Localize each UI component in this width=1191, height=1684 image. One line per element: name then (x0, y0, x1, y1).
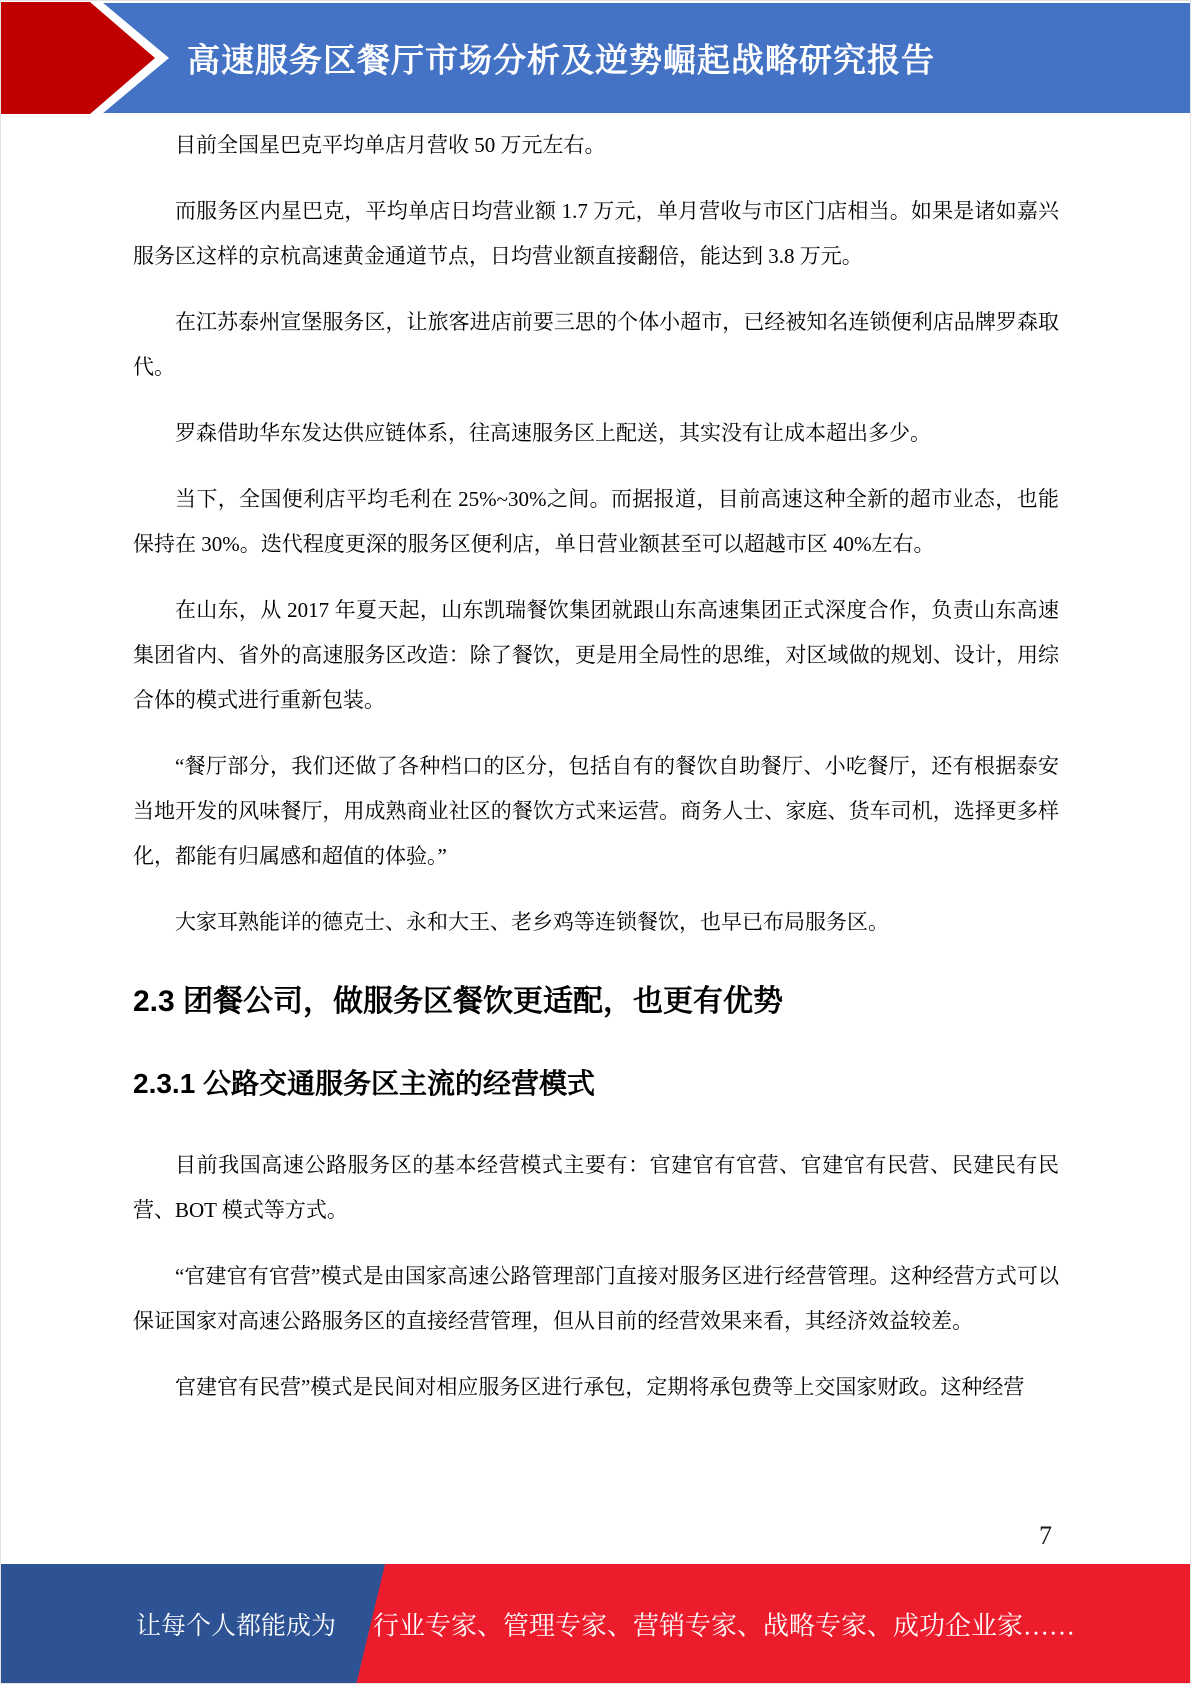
paragraph-starbucks-national: 目前全国星巴克平均单店月营收 50 万元左右。 (175, 133, 606, 157)
header-banner (1, 3, 1190, 113)
paragraph-restaurant-quote: “餐厅部分，我们还做了各种档口的区分，包括自有的餐饮自助餐厅、小吃餐厅，还有根据泰安当地开发的风味餐厅，用成熟商业社区的餐饮方式来运营。商务人士、家庭、货车司机，选择更多样化，都能有归属感和超值的体验。” (133, 754, 1059, 868)
subsection-heading-2-3-1: 2.3.1 公路交通服务区主流的经营模式 (133, 1068, 596, 1099)
paragraph-lawson-taizhou: 在江苏泰州宣堡服务区，让旅客进店前要三思的个体小超市，已经被知名连锁便利店品牌罗森取代。 (133, 310, 1059, 379)
footer-slogan-right: 行业专家、管理专家、营销专家、战略专家、成功企业家…… (373, 1611, 1076, 1640)
section-heading-2-3: 2.3 团餐公司，做服务区餐饮更适配，也更有优势 (133, 985, 784, 1018)
paragraph-operation-modes: 目前我国高速公路服务区的基本经营模式主要有：官建官有官营、官建官有民营、民建民有民营、BOT 模式等方式。 (133, 1153, 1059, 1222)
paragraph-gov-build-gov-operate: “官建官有官营”模式是由国家高速公路管理部门直接对服务区进行经营管理。这种经营方式可以保证国家对高速公路服务区的直接经营管理，但从目前的经营效果来看，其经济效益较差。 (133, 1264, 1059, 1333)
paragraph-shandong-kairui: 在山东，从 2017 年夏天起，山东凯瑞餐饮集团就跟山东高速集团正式深度合作，负责山东高速集团省内、省外的高速服务区改造：除了餐饮，更是用全局性的思维，对区域做的规划、设计，用综合体的模式进行重新包装。 (133, 598, 1059, 712)
paragraph-gov-build-private-operate: 官建官有民营”模式是民间对相应服务区进行承包，定期将承包费等上交国家财政。这种经营 (175, 1375, 1025, 1399)
paragraph-chain-restaurants: 大家耳熟能详的德克士、永和大王、老乡鸡等连锁餐饮，也早已布局服务区。 (175, 910, 889, 934)
paragraph-lawson-supply-chain: 罗森借助华东发达供应链体系，往高速服务区上配送，其实没有让成本超出多少。 (175, 421, 931, 445)
paragraph-starbucks-service-area: 而服务区内星巴克，平均单店日均营业额 1.7 万元，单月营收与市区门店相当。如果是诸如嘉兴服务区这样的京杭高速黄金通道节点，日均营业额直接翻倍，能达到 3.8 万元。 (133, 199, 1059, 268)
document-body (1, 113, 1190, 1431)
chevron-arrow-icon (1, 2, 171, 114)
footer-banner (1, 1564, 1190, 1683)
footer-slogan-left: 让每个人都能成为 (136, 1612, 337, 1640)
paragraph-convenience-store-margin: 当下，全国便利店平均毛利在 25%~30%之间。而据报道，目前高速这种全新的超市业态，也能保持在 30%。迭代程度更深的服务区便利店，单日营业额甚至可以超越市区 40%左右。 (133, 487, 1059, 556)
report-title: 高速服务区餐厅市场分析及逆势崛起战略研究报告 (187, 41, 935, 79)
page-number: 7 (1039, 1521, 1052, 1550)
